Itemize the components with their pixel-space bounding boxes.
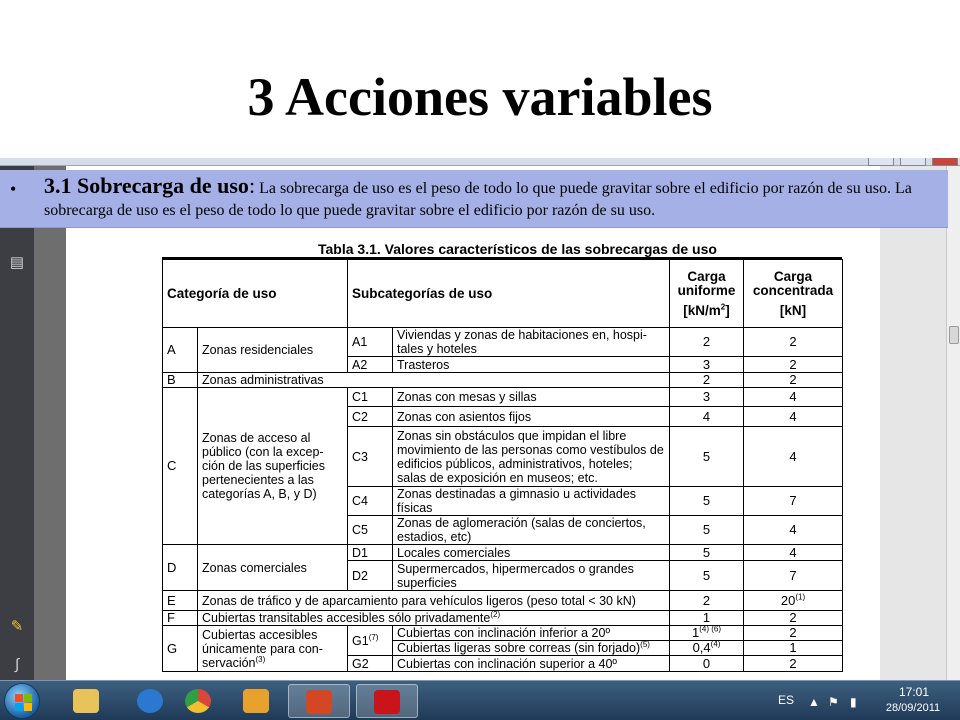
table-row: D2 Supermercados, hipermercados o grandes superficies 5 7: [163, 561, 843, 591]
table-row: D Zonas comerciales D1 Locales comerciales 5 4: [163, 545, 843, 561]
clock-time[interactable]: 17:01: [898, 685, 930, 699]
header-subcategorias: Subcategorías de uso: [348, 260, 670, 328]
close-button[interactable]: [932, 158, 958, 166]
table-row: C3 Zonas sin obstáculos que impidan el libre movimiento de las personas como vestíbulos de edificios públicos, administrativos, hoteles; salas de exposición en museos; etc. 5 4: [163, 427, 843, 487]
action-center-flag-icon[interactable]: ⚑: [828, 695, 839, 709]
taskbar-chrome[interactable]: [168, 684, 230, 718]
pages-icon[interactable]: ▤: [9, 254, 25, 271]
scrollbar-thumb[interactable]: [949, 326, 959, 344]
table-row: G Cubiertas accesibles únicamente para con-servación$^{(3)}$ G1$^{(7)}$ Cubiertas con inclinación inferior a 20º $1^{(4) (6)}$ 2: [163, 626, 843, 641]
loads-table: [162, 259, 843, 672]
vertical-scrollbar[interactable]: [946, 166, 960, 680]
viewer-sidebar: [0, 166, 34, 680]
minimize-button[interactable]: [868, 158, 894, 166]
language-indicator[interactable]: ES: [778, 693, 795, 707]
table-row: A2 Trasteros 3 2: [163, 357, 843, 373]
callout-lead: 3.1 Sobrecarga de uso: [44, 173, 249, 198]
table-row: C5 Zonas de aglomeración (salas de conciertos, estadios, etc) 5 4: [163, 516, 843, 545]
comment-icon[interactable]: ✎: [10, 618, 24, 635]
taskbar-reader[interactable]: [356, 684, 418, 718]
taskbar-powerpoint[interactable]: [288, 684, 350, 718]
table-row: C4 Zonas destinadas a gimnasio u actividades físicas 5 7: [163, 487, 843, 516]
internet-explorer-icon: [137, 689, 163, 713]
viewer-gutter-right: [880, 166, 946, 680]
file-explorer-icon: [73, 689, 99, 713]
show-hidden-icons-icon[interactable]: ▲: [808, 695, 820, 709]
table-row: C Zonas de acceso al público (con la excep-ción de las superficies pertenecientes a las categorías A, B, y D) C1 Zonas con mesas y sillas 3 4: [163, 388, 843, 407]
slide-title: 3 Acciones variables: [247, 67, 713, 127]
table-row: B Zonas administrativas 2 2: [163, 373, 843, 388]
table-caption: Tabla 3.1. Valores característicos de las sobrecargas de uso: [318, 241, 717, 257]
windows-taskbar: [0, 680, 960, 720]
bullet-marker: •: [10, 179, 17, 199]
taskbar-media[interactable]: [226, 684, 288, 718]
table-row: F Cubiertas transitables accesibles sólo privadamente$^{(2)}$ 1 2: [163, 611, 843, 626]
table-row: E Zonas de tráfico y de aparcamiento para vehículos ligeros (peso total < 30 kN) 2 20$^{(1)}$: [163, 591, 843, 611]
header-categoria: Categoría de uso: [163, 260, 348, 328]
adobe-reader-icon: [374, 690, 400, 714]
header-carga-concentrada: Carga concentrada [kN]: [744, 260, 843, 328]
table-row: G2 Cubiertas con inclinación superior a 40º 0 2: [163, 656, 843, 672]
attachment-icon[interactable]: ∫: [14, 656, 20, 673]
callout-lead-colon: :: [248, 173, 256, 198]
powerpoint-icon: [306, 690, 332, 714]
clock-date[interactable]: 28/09/2011: [885, 702, 941, 714]
header-carga-uniforme: Carga uniforme $[kN/m^2]$: [670, 260, 744, 328]
table-header-row: [163, 260, 843, 328]
table-row: C2 Zonas con asientos fijos 4 4: [163, 407, 843, 427]
chrome-icon: [185, 689, 211, 713]
viewer-titlebar: [0, 158, 960, 166]
table-row: Cubiertas ligeras sobre correas (sin forjado)$^{(5)}$ 0,4$^{(4)}$ 1: [163, 641, 843, 656]
taskbar-explorer[interactable]: [56, 684, 118, 718]
power-icon[interactable]: ▮: [850, 695, 857, 709]
viewer-gutter: [34, 166, 66, 680]
start-button[interactable]: [4, 683, 40, 719]
callout-text: La sobrecarga de uso es el peso de todo lo que puede gravitar sobre el edificio por razón de su uso. La sobrecarga de uso es el peso de todo lo que puede gravitar sobre el edificio por razón de su uso.: [44, 180, 912, 219]
table-row: A Zonas residenciales A1 Viviendas y zonas de habitaciones en, hospi-tales y hoteles 2 2: [163, 328, 843, 357]
maximize-button[interactable]: [900, 158, 926, 166]
bullet-callout: [0, 170, 948, 228]
media-player-icon: [243, 689, 269, 713]
